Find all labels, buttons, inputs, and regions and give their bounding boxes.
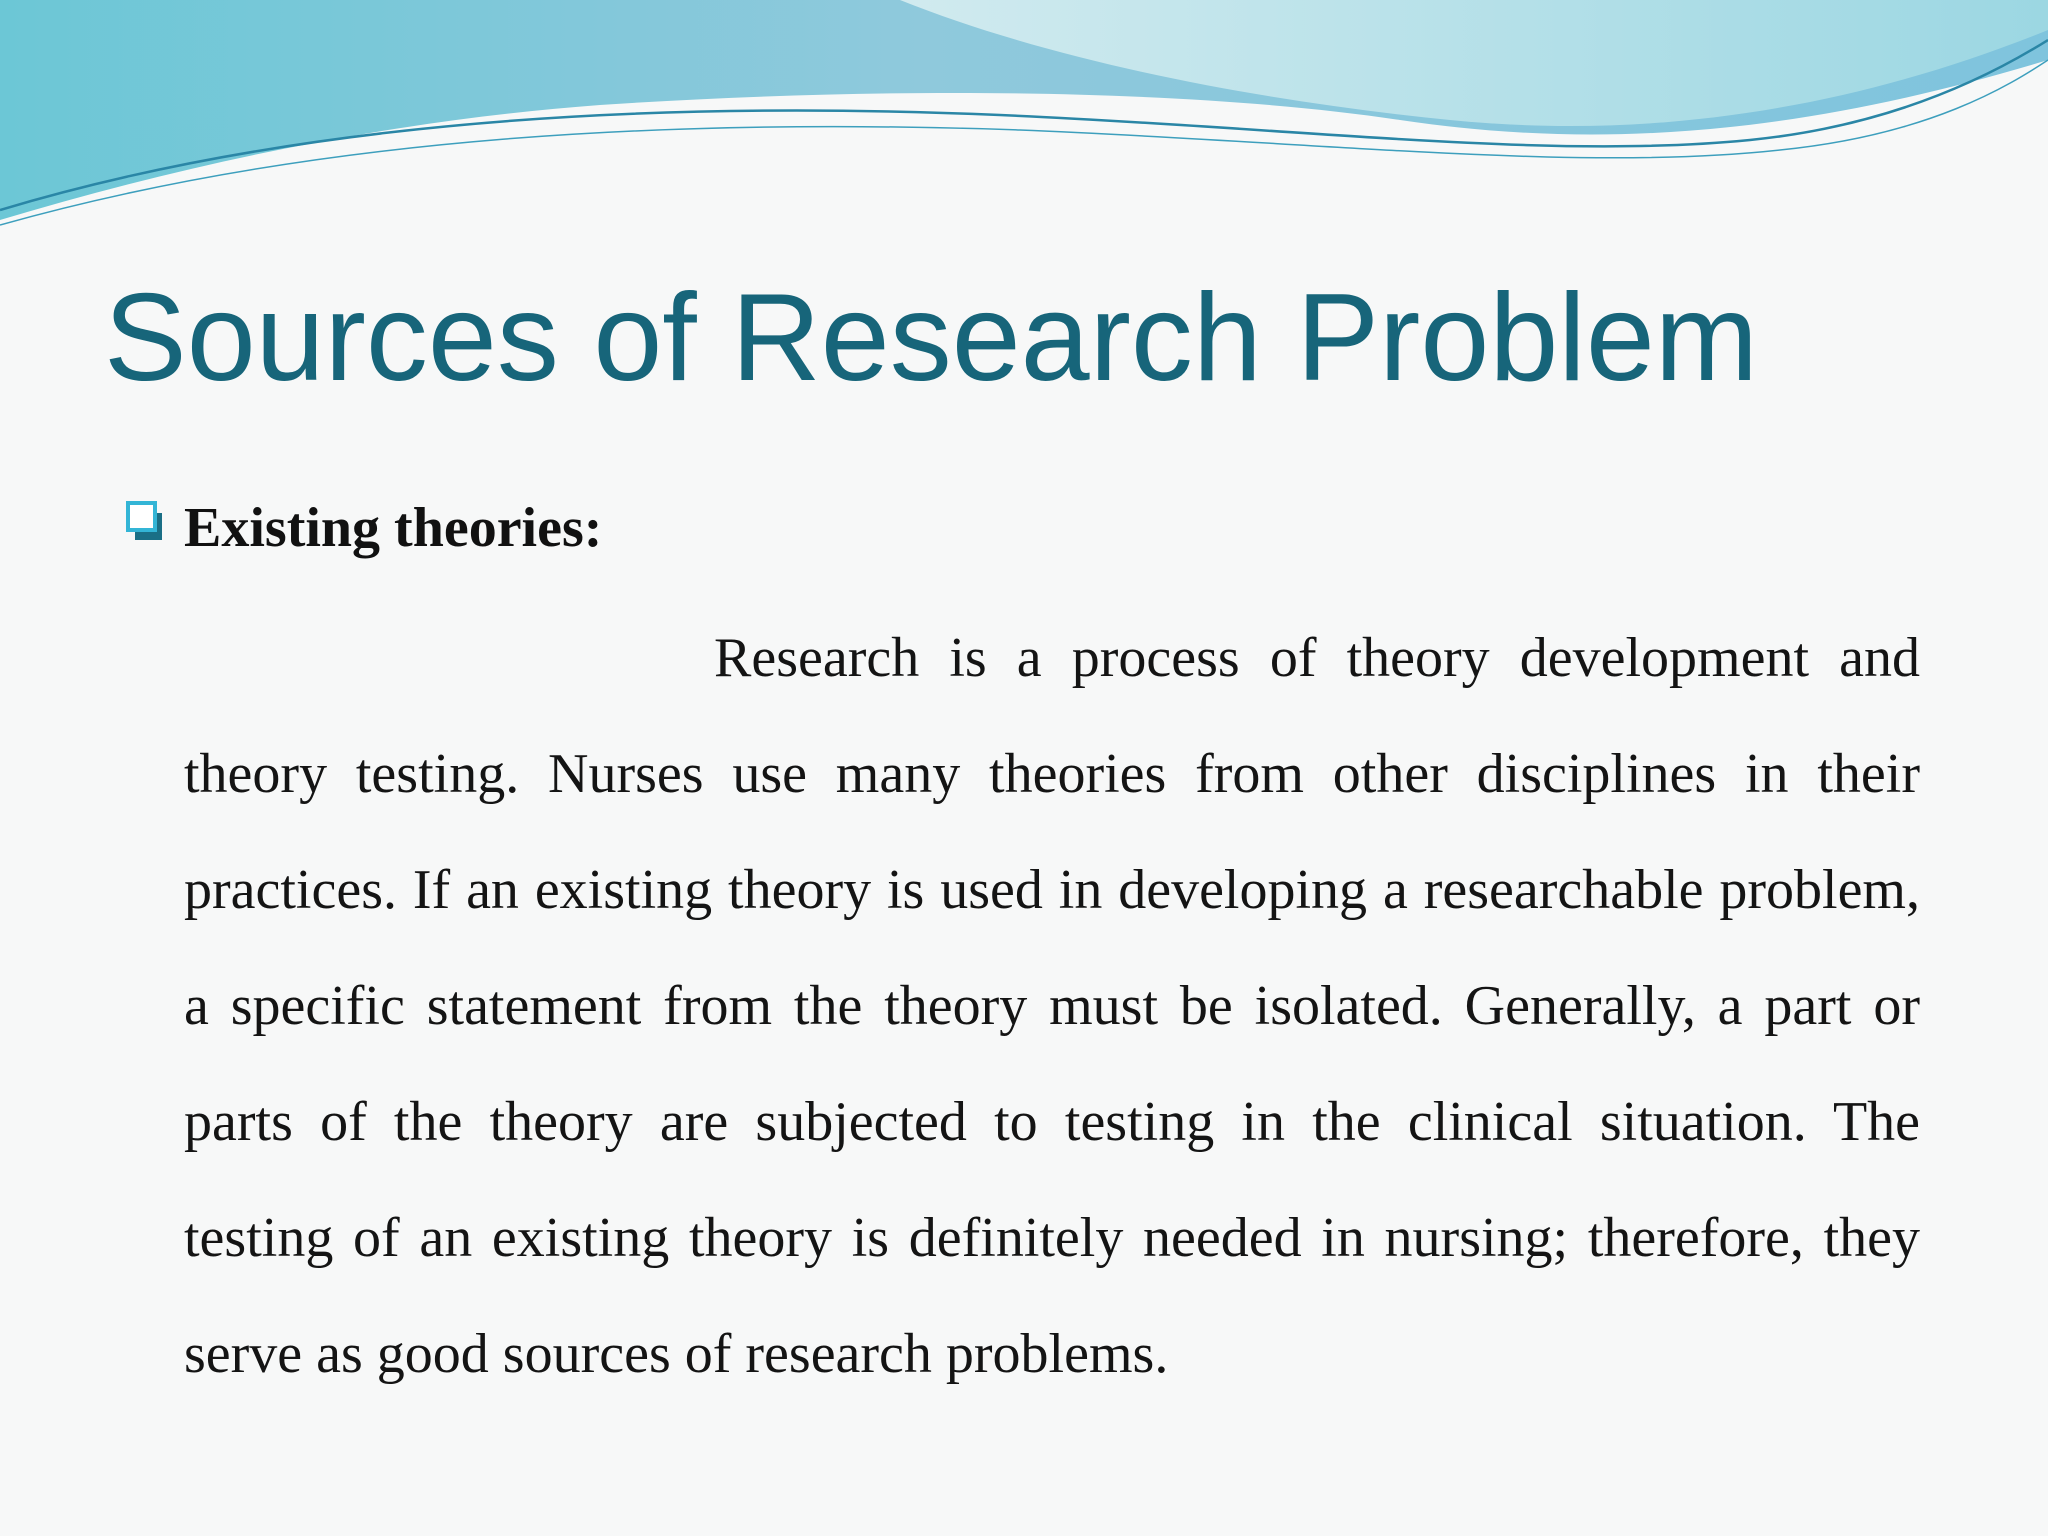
bullet-heading: Existing theories:: [184, 497, 603, 559]
bullet-item: [126, 488, 1926, 568]
hollow-square-bullet-icon: [126, 500, 164, 542]
slide-title: Sources of Research Problem: [104, 269, 1759, 407]
wave-header-decoration: [0, 0, 2048, 240]
body-paragraph: Research is a process of theory development and theory testing. Nurses use many theories from other disciplines in their practices. If an existing theory is used in developing a researchable problem, a specific statement from the theory must be isolated. Generally, a part or parts of the theory are subjected to testing in the clinical situation. The testing of an existing theory is definitely needed in nursing; therefore, they serve as good sources of research problems.: [184, 627, 1920, 1385]
